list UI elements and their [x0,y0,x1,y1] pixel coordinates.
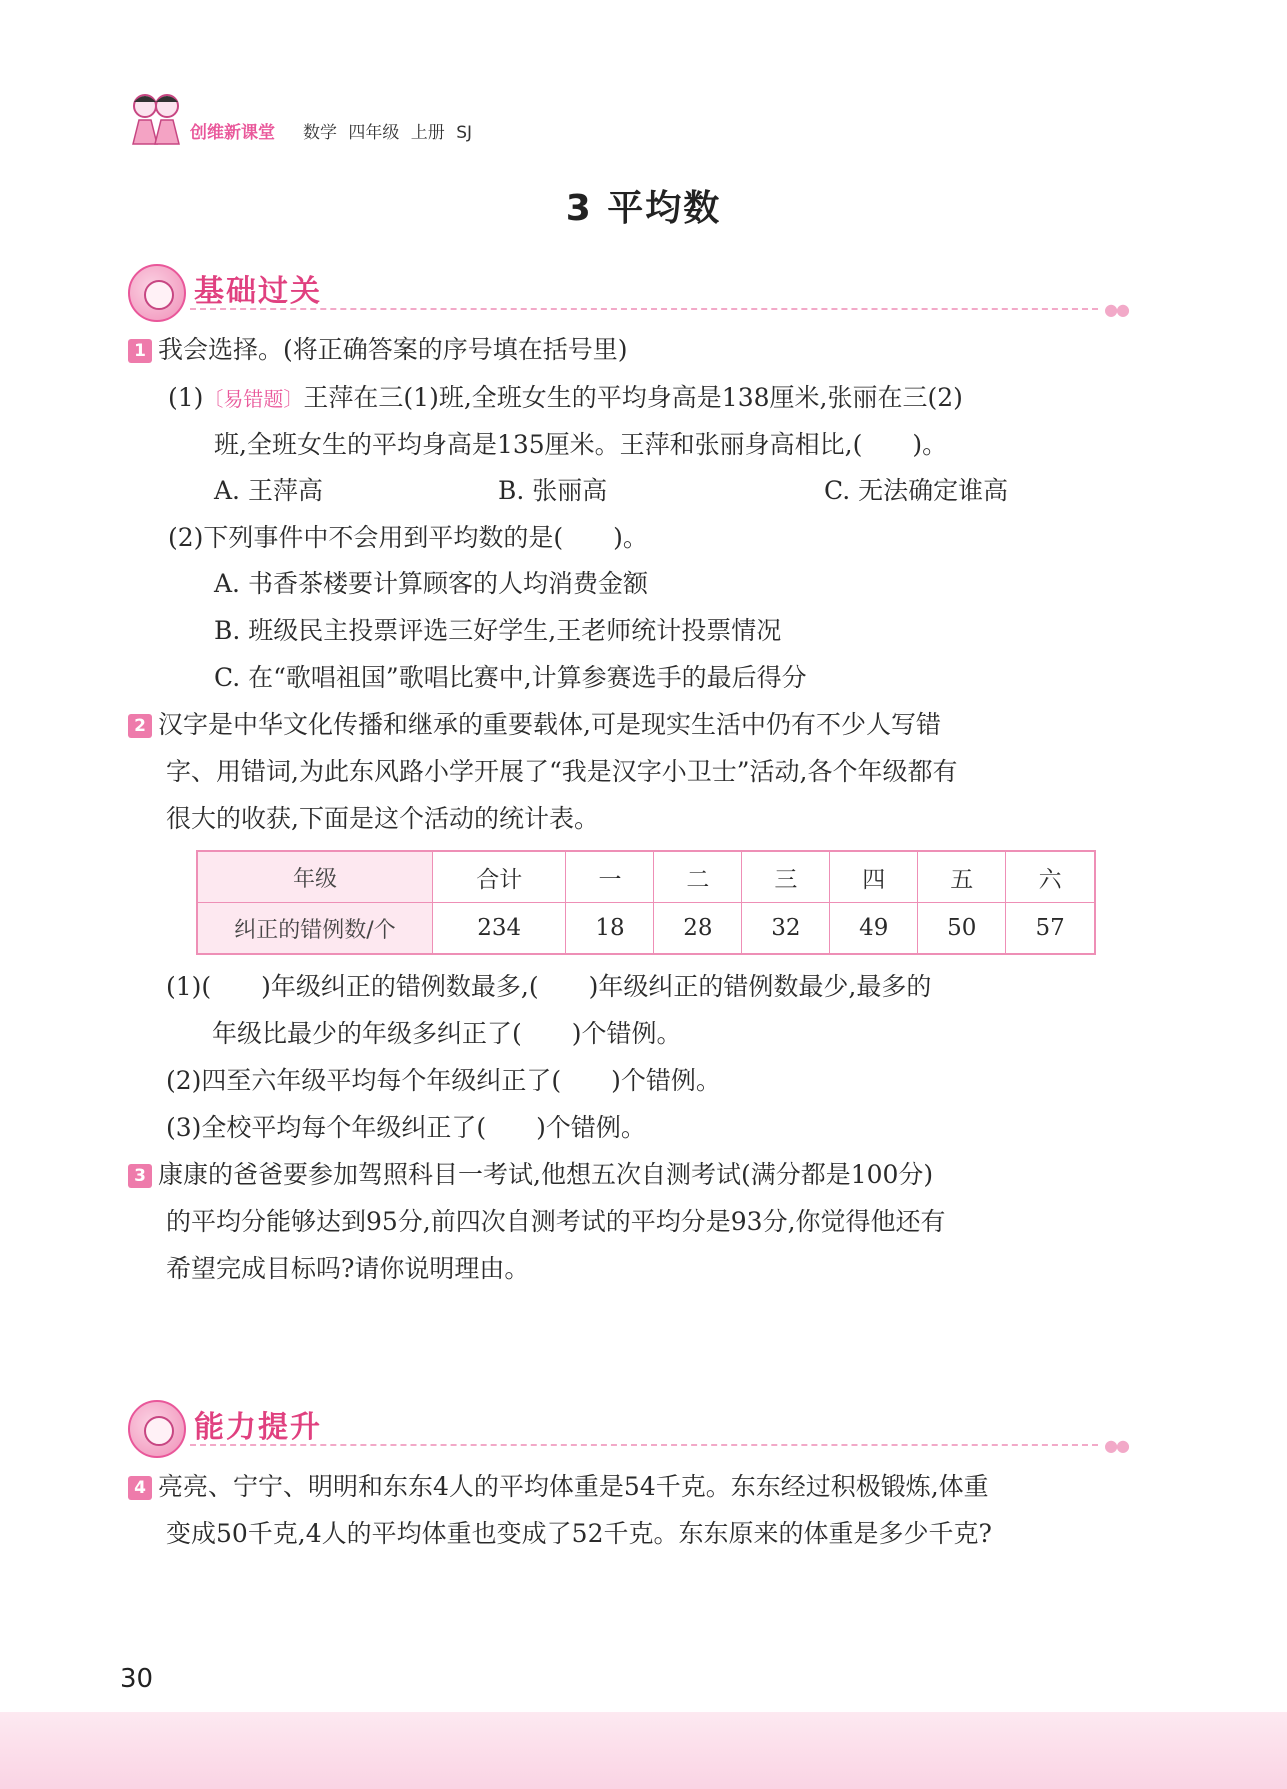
option-b: B. 张丽高 [498,476,608,505]
question-2-3: (3)全校平均每个年级纠正了( )个错例。 [166,1113,646,1142]
boy-mascot-icon [128,1400,186,1458]
question-2-line-3: 很大的收获,下面是这个活动的统计表。 [166,804,599,833]
question-number: 3 [128,1164,152,1188]
table-cell: 32 [742,903,830,955]
table-cell: 六 [1006,851,1095,903]
question-1-stem: 1 我会选择。(将正确答案的序号填在括号里) [128,330,628,366]
question-2-2: (2)四至六年级平均每个年级纠正了( )个错例。 [166,1066,721,1095]
question-1-1-line-1: (1)〔易错题〕王萍在三(1)班,全班女生的平均身高是138厘米,张丽在三(2) [168,383,963,412]
table-row-header: 年级 [197,851,433,903]
table-cell: 一 [566,851,654,903]
table-cell: 三 [742,851,830,903]
option-a: A. 王萍高 [214,476,323,505]
table-cell: 四 [830,851,918,903]
question-1-1-line-2: 班,全班女生的平均身高是135厘米。王萍和张丽身高相比,( )。 [214,430,948,459]
question-2-1-line-2: 年级比最少的年级多纠正了( )个错例。 [212,1019,682,1048]
brand-name: 创维新课堂 [190,123,275,143]
table-cell: 五 [918,851,1006,903]
section-title: 基础过关 [194,274,322,309]
page-number: 30 [120,1664,154,1694]
dashed-divider [190,1444,1098,1446]
table-row [197,903,1095,955]
dashed-divider [190,308,1098,310]
question-3-line-1: 3 康康的爸爸要参加驾照科目一考试,他想五次自测考试(满分都是100分) [128,1155,933,1191]
option-a: A. 书香茶楼要计算顾客的人均消费金额 [214,569,648,598]
question-number: 1 [128,339,152,363]
dots-icon: ●● [1104,1436,1128,1455]
question-2-line-2: 字、用错词,为此东风路小学开展了“我是汉字小卫士”活动,各个年级都有 [166,757,958,786]
table-cell: 50 [918,903,1006,955]
option-c: C. 无法确定谁高 [824,476,1009,505]
girl-mascot-icon [128,264,186,322]
section-title: 能力提升 [194,1410,322,1445]
statistics-table [196,850,1096,955]
question-number: 4 [128,1476,152,1500]
section-banner-basic [128,262,1128,322]
question-3-line-2: 的平均分能够达到95分,前四次自测考试的平均分是93分,你觉得他还有 [166,1207,946,1236]
question-4-line-2: 变成50千克,4人的平均体重也变成了52千克。东东原来的体重是多少千克? [166,1519,992,1548]
table-cell: 合计 [433,851,566,903]
question-1-2: (2)下列事件中不会用到平均数的是( )。 [168,523,648,552]
question-3-line-3: 希望完成目标吗?请你说明理由。 [166,1254,530,1283]
table-cell: 二 [654,851,742,903]
table-cell: 28 [654,903,742,955]
table-cell: 49 [830,903,918,955]
mascot-kids-icon [125,88,187,150]
question-number: 2 [128,714,152,738]
table-cell: 234 [433,903,566,955]
table-cell: 18 [566,903,654,955]
question-2-1-line-1: (1)( )年级纠正的错例数最多,( )年级纠正的错例数最少,最多的 [166,972,932,1001]
table-cell: 57 [1006,903,1095,955]
option-b: B. 班级民主投票评选三好学生,王老师统计投票情况 [214,616,782,645]
question-2-line-1: 2 汉字是中华文化传播和继承的重要载体,可是现实生活中仍有不少人写错 [128,705,941,741]
table-row [197,851,1095,903]
section-banner-advanced [128,1398,1128,1458]
dots-icon: ●● [1104,300,1128,319]
footer-band [0,1712,1287,1789]
question-4-line-1: 4 亮亮、宁宁、明明和东东4人的平均体重是54千克。东东经过积极锻炼,体重 [128,1467,989,1503]
table-row-header: 纠正的错例数/个 [197,903,433,955]
option-c: C. 在“歌唱祖国”歌唱比赛中,计算参赛选手的最后得分 [214,663,807,692]
book-info: 数学 四年级 上册 SJ [303,123,473,143]
page-title: 3 平均数 [565,188,722,229]
error-prone-tag: 〔易错题〕 [203,387,304,411]
